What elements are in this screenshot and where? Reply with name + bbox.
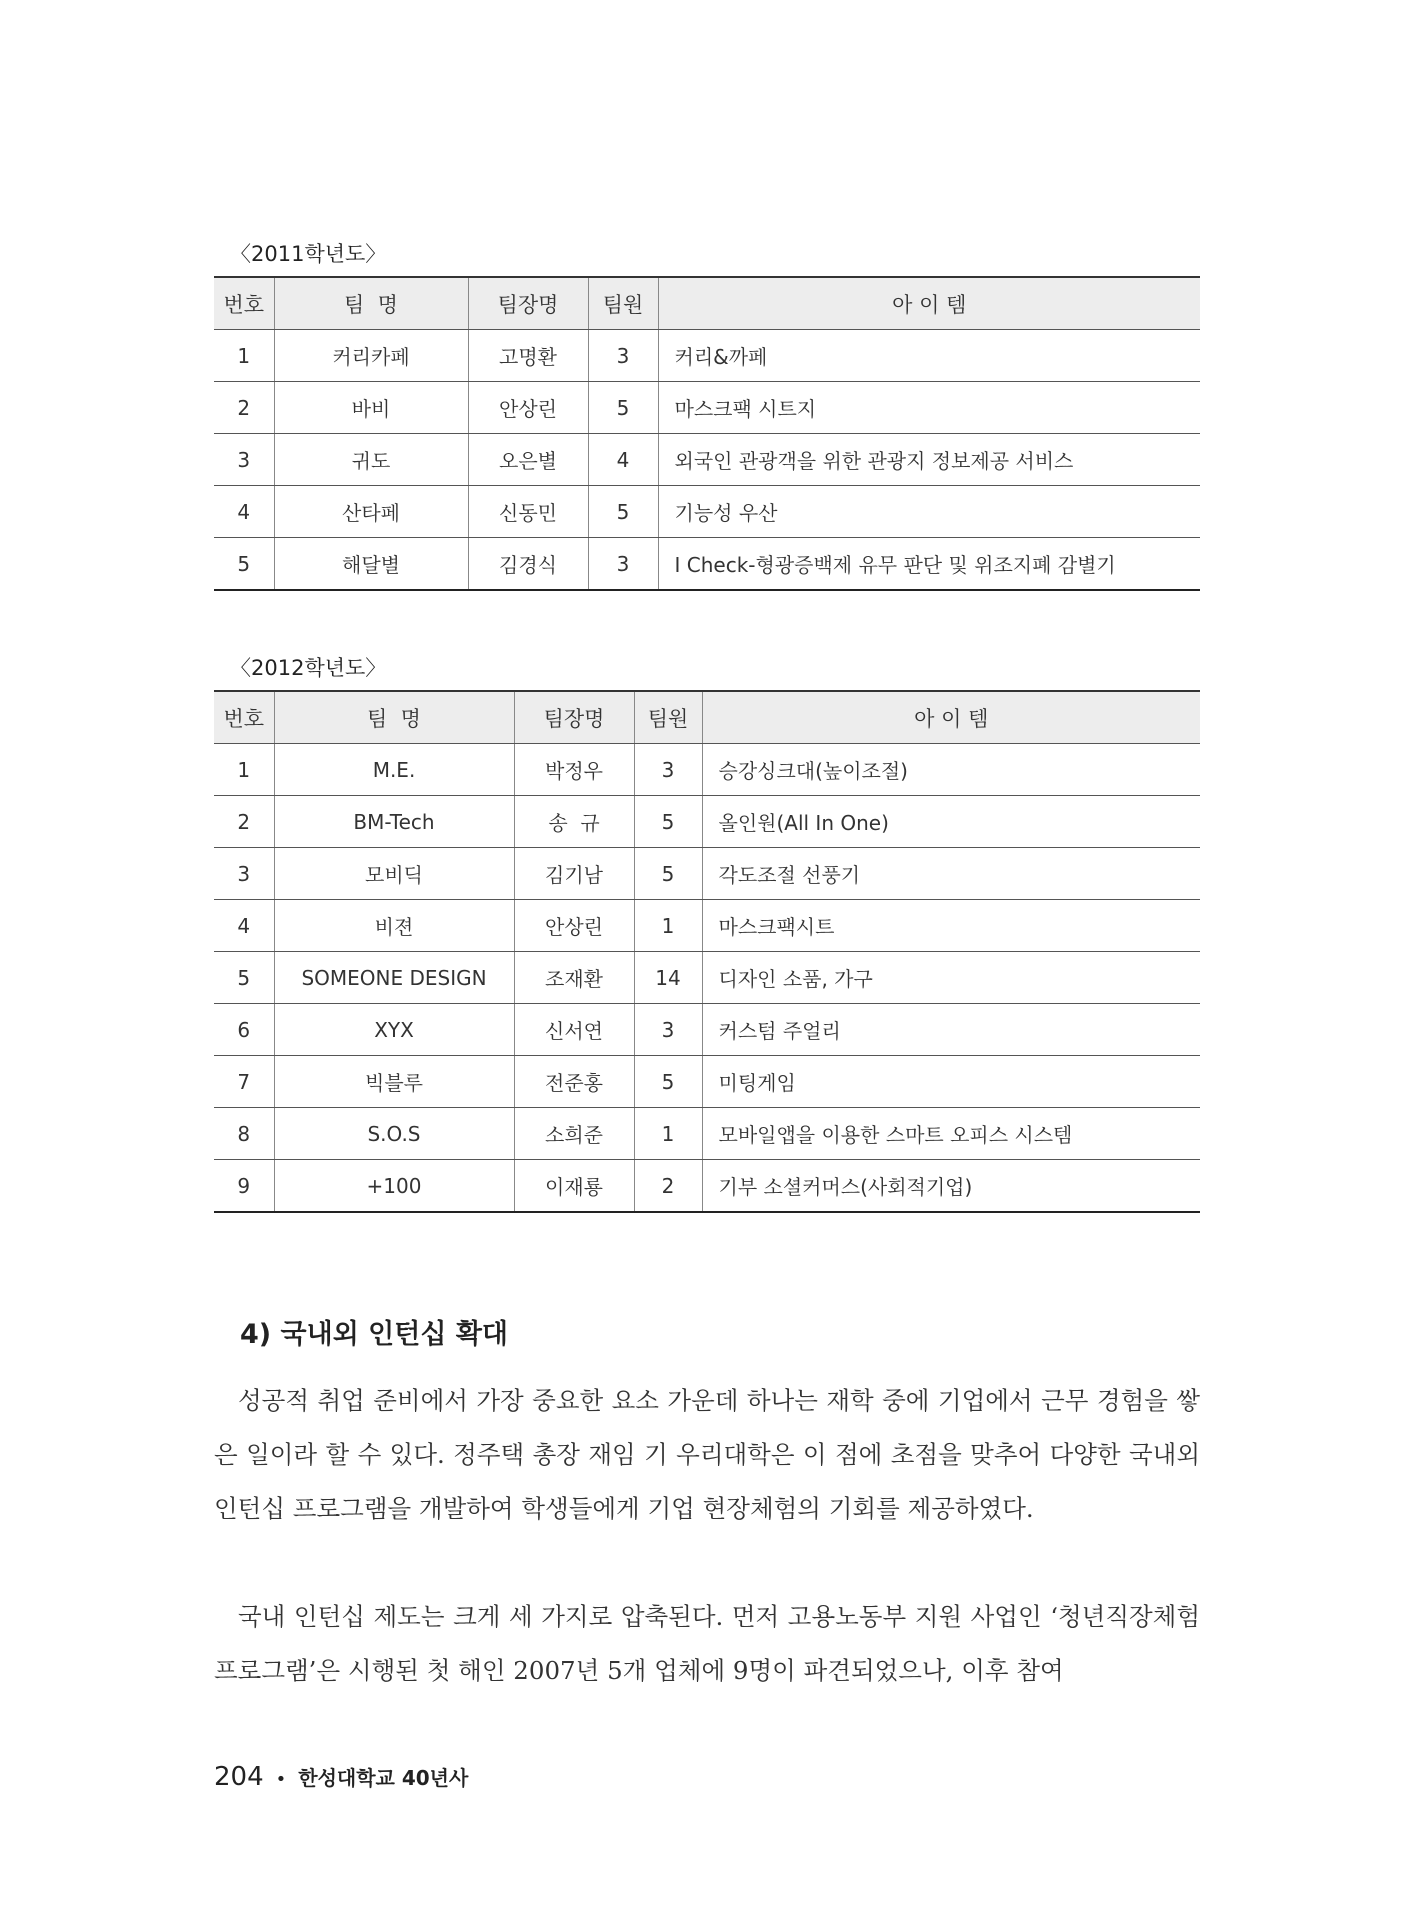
cell-item: 모바일앱을 이용한 스마트 오피스 시스템: [702, 1108, 1200, 1160]
cell-leader: 이재룡: [514, 1160, 634, 1213]
cell-item: 마스크팩시트: [702, 900, 1200, 952]
cell-leader: 김경식: [468, 538, 588, 591]
cell-members: 3: [634, 744, 702, 796]
cell-item: 디자인 소품, 가구: [702, 952, 1200, 1004]
table-row: [214, 330, 1200, 382]
cell-members: 1: [634, 900, 702, 952]
cell-members: 1: [634, 1108, 702, 1160]
cell-item: 올인원(All In One): [702, 796, 1200, 848]
cell-team-name: 귀도: [274, 434, 468, 486]
cell-team-name: 커리카페: [274, 330, 468, 382]
cell-team-name: S.O.S: [274, 1108, 514, 1160]
table-row: [214, 744, 1200, 796]
col-header-number: 번호: [214, 277, 274, 330]
cell-number: 9: [214, 1160, 274, 1213]
cell-item: 외국인 관광객을 위한 관광지 정보제공 서비스: [658, 434, 1200, 486]
cell-item: 각도조절 선풍기: [702, 848, 1200, 900]
cell-members: 2: [634, 1160, 702, 1213]
cell-team-name: 해달별: [274, 538, 468, 591]
cell-members: 3: [634, 1004, 702, 1056]
cell-members: 14: [634, 952, 702, 1004]
cell-leader: 안상린: [468, 382, 588, 434]
cell-members: 5: [634, 1056, 702, 1108]
cell-number: 5: [214, 952, 274, 1004]
table-row: [214, 538, 1200, 591]
table-2012: [214, 690, 1200, 1213]
table-row: [214, 952, 1200, 1004]
cell-leader: 박정우: [514, 744, 634, 796]
cell-item: 승강싱크대(높이조절): [702, 744, 1200, 796]
cell-leader: 안상린: [514, 900, 634, 952]
cell-members: 3: [588, 538, 658, 591]
cell-leader: 고명환: [468, 330, 588, 382]
table-row: [214, 848, 1200, 900]
cell-team-name: 비젼: [274, 900, 514, 952]
footer-bullet: •: [275, 1769, 287, 1790]
table-row: [214, 382, 1200, 434]
col-header-team-name: 팀 명: [274, 277, 468, 330]
cell-number: 6: [214, 1004, 274, 1056]
cell-leader: 신서연: [514, 1004, 634, 1056]
cell-team-name: +100: [274, 1160, 514, 1213]
cell-number: 5: [214, 538, 274, 591]
cell-item: 마스크팩 시트지: [658, 382, 1200, 434]
cell-leader: 조재환: [514, 952, 634, 1004]
cell-team-name: 모비딕: [274, 848, 514, 900]
cell-number: 8: [214, 1108, 274, 1160]
page-number: 204: [214, 1762, 264, 1792]
col-header-team-name: 팀 명: [274, 691, 514, 744]
cell-members: 4: [588, 434, 658, 486]
col-header-leader: 팀장명: [514, 691, 634, 744]
table-header-row: [214, 277, 1200, 330]
cell-item: 기부 소셜커머스(사회적기업): [702, 1160, 1200, 1213]
cell-leader: 신동민: [468, 486, 588, 538]
table-row: [214, 796, 1200, 848]
col-header-members: 팀원: [588, 277, 658, 330]
cell-number: 4: [214, 486, 274, 538]
cell-item: I Check-형광증백제 유무 판단 및 위조지폐 감별기: [658, 538, 1200, 591]
table-row: [214, 1160, 1200, 1213]
book-title: 한성대학교 40년사: [298, 1766, 469, 1790]
cell-item: 커스텀 주얼리: [702, 1004, 1200, 1056]
section-heading: 4) 국내외 인턴십 확대: [240, 1319, 508, 1350]
table-row: [214, 486, 1200, 538]
table-row: [214, 1108, 1200, 1160]
table-2011: [214, 276, 1200, 591]
col-header-number: 번호: [214, 691, 274, 744]
table-2012-caption: 〈2012학년도〉: [230, 656, 387, 680]
table-row: [214, 1056, 1200, 1108]
cell-number: 3: [214, 848, 274, 900]
cell-leader: 송 규: [514, 796, 634, 848]
table-2011-caption: 〈2011학년도〉: [230, 242, 387, 266]
cell-team-name: 빅블루: [274, 1056, 514, 1108]
cell-members: 5: [588, 486, 658, 538]
cell-number: 2: [214, 382, 274, 434]
cell-team-name: SOMEONE DESIGN: [274, 952, 514, 1004]
body-paragraph: 성공적 취업 준비에서 가장 중요한 요소 가운데 하나는 재학 중에 기업에서 근무 경험을 쌓은 일이라 할 수 있다. 정주택 총장 재임 기 우리대학은 이 점에 초점을 맞추어 다양한 국내외 인턴십 프로그램을 개발하여 학생들에게 기업 현장체험의 기회를 제공하였다.: [214, 1386, 1200, 1523]
cell-number: 1: [214, 744, 274, 796]
cell-team-name: 바비: [274, 382, 468, 434]
col-header-members: 팀원: [634, 691, 702, 744]
body-paragraph: 국내 인턴십 제도는 크게 세 가지로 압축된다. 먼저 고용노동부 지원 사업인 ‘청년직장체험 프로그램’은 시행된 첫 해인 2007년 5개 업체에 9명이 파견되었으나, 이후 참여: [214, 1602, 1200, 1685]
col-header-item: 아 이 템: [702, 691, 1200, 744]
cell-leader: 전준홍: [514, 1056, 634, 1108]
cell-number: 3: [214, 434, 274, 486]
cell-number: 4: [214, 900, 274, 952]
cell-team-name: M.E.: [274, 744, 514, 796]
cell-leader: 김기남: [514, 848, 634, 900]
table-row: [214, 434, 1200, 486]
cell-members: 3: [588, 330, 658, 382]
cell-team-name: BM-Tech: [274, 796, 514, 848]
cell-members: 5: [588, 382, 658, 434]
col-header-item: 아 이 템: [658, 277, 1200, 330]
cell-number: 2: [214, 796, 274, 848]
cell-number: 1: [214, 330, 274, 382]
table-row: [214, 1004, 1200, 1056]
cell-leader: 오은별: [468, 434, 588, 486]
table-row: [214, 900, 1200, 952]
cell-item: 커리&까페: [658, 330, 1200, 382]
col-header-leader: 팀장명: [468, 277, 588, 330]
page-footer: [214, 1762, 468, 1792]
cell-members: 5: [634, 848, 702, 900]
cell-number: 7: [214, 1056, 274, 1108]
cell-team-name: XYX: [274, 1004, 514, 1056]
cell-item: 미팅게임: [702, 1056, 1200, 1108]
cell-team-name: 산타페: [274, 486, 468, 538]
table-header-row: [214, 691, 1200, 744]
cell-members: 5: [634, 796, 702, 848]
cell-item: 기능성 우산: [658, 486, 1200, 538]
cell-leader: 소희준: [514, 1108, 634, 1160]
